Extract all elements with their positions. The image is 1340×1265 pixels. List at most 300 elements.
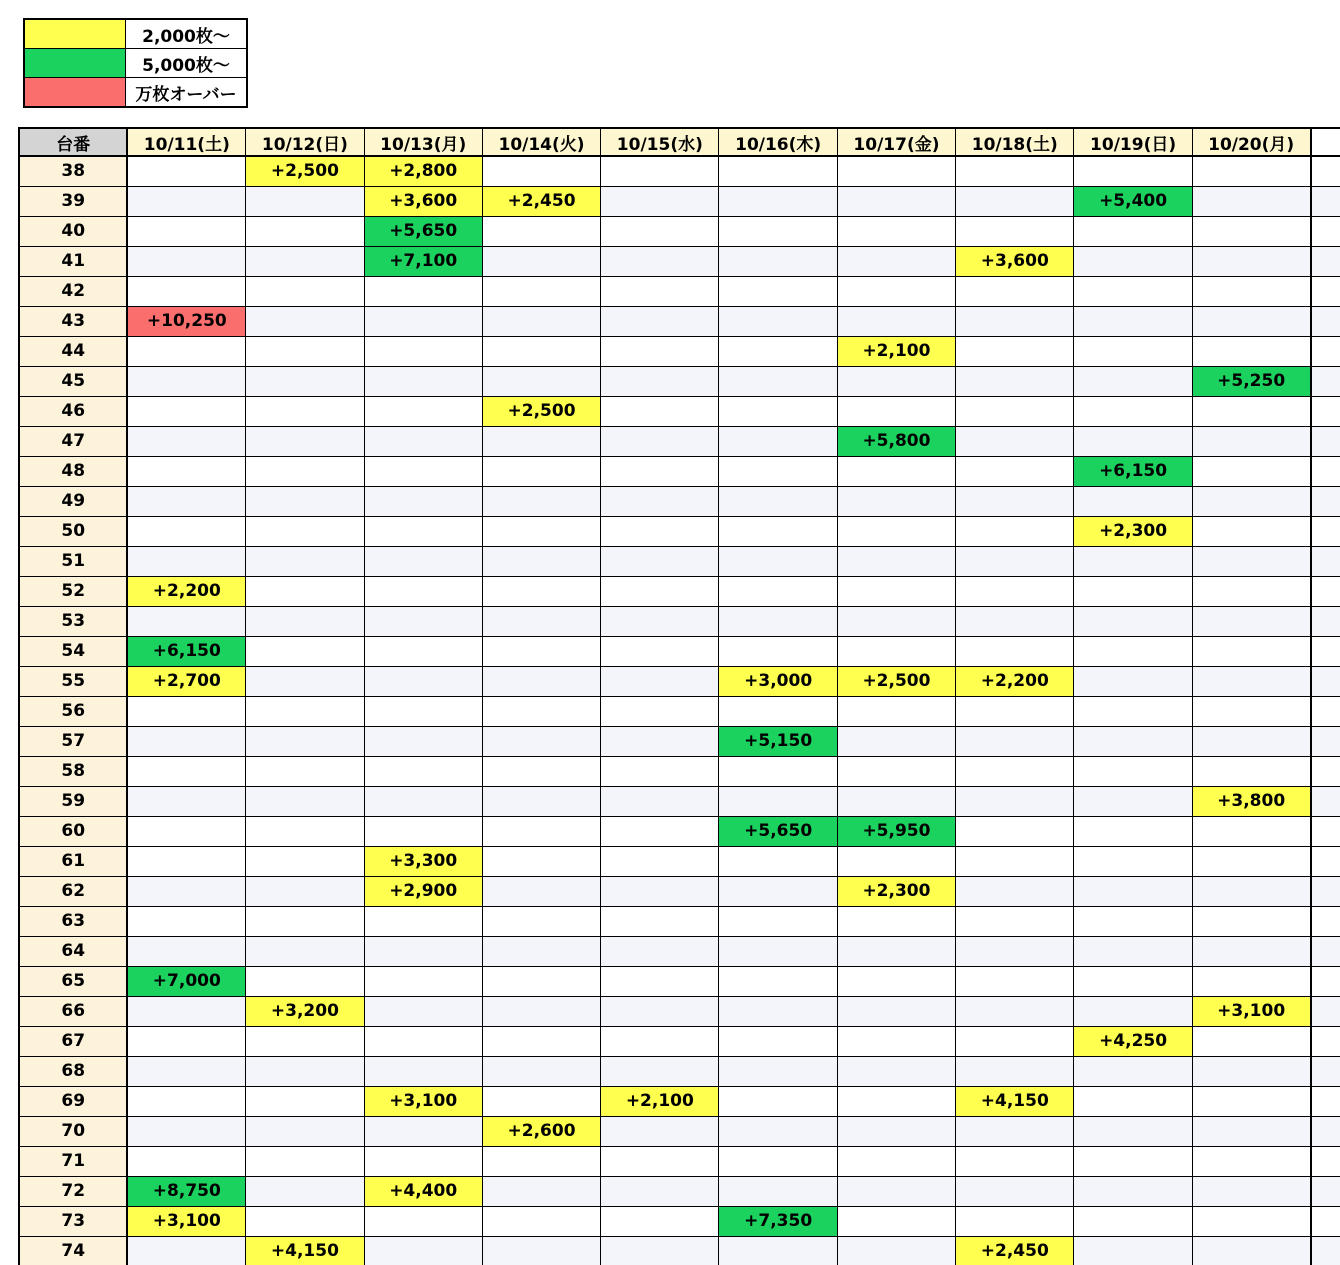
result-cell bbox=[837, 786, 955, 816]
cutoff-column-cell bbox=[1311, 1056, 1340, 1086]
result-cell bbox=[482, 906, 600, 936]
result-cell bbox=[601, 156, 719, 186]
date-header: 10/13(月) bbox=[364, 128, 482, 156]
result-cell bbox=[482, 546, 600, 576]
result-cell bbox=[246, 216, 364, 246]
result-cell bbox=[482, 936, 600, 966]
table-row bbox=[19, 576, 1340, 606]
result-cell bbox=[364, 636, 482, 666]
result-cell bbox=[1074, 366, 1192, 396]
result-cell bbox=[956, 216, 1074, 246]
machine-number: 55 bbox=[19, 666, 127, 696]
result-cell bbox=[837, 936, 955, 966]
result-cell bbox=[956, 726, 1074, 756]
table-row bbox=[19, 396, 1340, 426]
cutoff-column-cell bbox=[1311, 1176, 1340, 1206]
result-cell bbox=[127, 1116, 245, 1146]
result-cell bbox=[1074, 846, 1192, 876]
result-cell bbox=[1192, 336, 1310, 366]
result-cell: +3,600 bbox=[364, 186, 482, 216]
result-cell bbox=[956, 516, 1074, 546]
result-cell bbox=[837, 1056, 955, 1086]
cutoff-column-cell bbox=[1311, 246, 1340, 276]
result-cell bbox=[482, 306, 600, 336]
machine-number: 64 bbox=[19, 936, 127, 966]
result-cell: +3,800 bbox=[1192, 786, 1310, 816]
result-cell bbox=[956, 756, 1074, 786]
result-cell bbox=[482, 876, 600, 906]
result-cell bbox=[246, 276, 364, 306]
legend-swatch-green bbox=[24, 49, 126, 78]
result-cell bbox=[364, 546, 482, 576]
date-header: 10/15(水) bbox=[601, 128, 719, 156]
result-cell bbox=[1074, 1176, 1192, 1206]
result-cell bbox=[956, 426, 1074, 456]
result-cell bbox=[1192, 186, 1310, 216]
result-cell: +10,250 bbox=[127, 306, 245, 336]
machine-number: 44 bbox=[19, 336, 127, 366]
result-cell bbox=[1074, 1116, 1192, 1146]
result-cell bbox=[719, 156, 837, 186]
result-cell bbox=[1192, 1086, 1310, 1116]
machine-number: 48 bbox=[19, 456, 127, 486]
result-cell bbox=[127, 606, 245, 636]
result-cell bbox=[601, 846, 719, 876]
result-cell bbox=[719, 756, 837, 786]
result-cell bbox=[246, 1116, 364, 1146]
result-cell bbox=[719, 1086, 837, 1116]
result-cell: +5,150 bbox=[719, 726, 837, 756]
result-cell bbox=[364, 576, 482, 606]
result-cell bbox=[482, 966, 600, 996]
result-cell bbox=[956, 486, 1074, 516]
result-cell bbox=[482, 426, 600, 456]
result-cell bbox=[482, 666, 600, 696]
result-cell bbox=[837, 636, 955, 666]
machine-number: 57 bbox=[19, 726, 127, 756]
result-cell bbox=[246, 936, 364, 966]
result-cell: +2,800 bbox=[364, 156, 482, 186]
result-cell bbox=[1074, 336, 1192, 366]
result-cell bbox=[246, 396, 364, 426]
result-cell bbox=[482, 846, 600, 876]
table-row bbox=[19, 246, 1340, 276]
result-cell bbox=[364, 1116, 482, 1146]
result-cell bbox=[837, 1086, 955, 1116]
legend-label: 2,000枚〜 bbox=[126, 19, 248, 49]
machine-number: 67 bbox=[19, 1026, 127, 1056]
cutoff-column-cell bbox=[1311, 486, 1340, 516]
result-cell: +5,800 bbox=[837, 426, 955, 456]
result-cell bbox=[601, 696, 719, 726]
result-cell bbox=[246, 336, 364, 366]
header-row-tr bbox=[19, 128, 1340, 156]
result-cell bbox=[364, 756, 482, 786]
result-cell bbox=[601, 636, 719, 666]
result-cell bbox=[246, 576, 364, 606]
result-cell bbox=[1074, 1236, 1192, 1265]
result-cell bbox=[1192, 516, 1310, 546]
cutoff-column-cell bbox=[1311, 786, 1340, 816]
machine-number: 39 bbox=[19, 186, 127, 216]
result-cell bbox=[482, 1026, 600, 1056]
machine-number: 61 bbox=[19, 846, 127, 876]
result-cell bbox=[956, 306, 1074, 336]
result-cell bbox=[1074, 1056, 1192, 1086]
result-cell bbox=[837, 1026, 955, 1056]
result-cell bbox=[127, 276, 245, 306]
result-cell bbox=[246, 966, 364, 996]
legend-row bbox=[24, 78, 247, 108]
cutoff-column-cell bbox=[1311, 396, 1340, 426]
result-cell bbox=[246, 666, 364, 696]
result-cell: +3,300 bbox=[364, 846, 482, 876]
table-row bbox=[19, 306, 1340, 336]
table-row bbox=[19, 426, 1340, 456]
result-cell bbox=[1192, 1176, 1310, 1206]
machine-number: 62 bbox=[19, 876, 127, 906]
result-cell bbox=[956, 336, 1074, 366]
result-cell: +2,300 bbox=[1074, 516, 1192, 546]
machine-number: 66 bbox=[19, 996, 127, 1026]
result-cell bbox=[482, 606, 600, 636]
result-cell bbox=[364, 966, 482, 996]
result-cell bbox=[1074, 396, 1192, 426]
result-cell bbox=[364, 786, 482, 816]
result-cell bbox=[956, 906, 1074, 936]
table-row bbox=[19, 186, 1340, 216]
machine-number: 63 bbox=[19, 906, 127, 936]
result-cell bbox=[1192, 156, 1310, 186]
result-cell: +3,000 bbox=[719, 666, 837, 696]
result-cell bbox=[127, 816, 245, 846]
results-table bbox=[18, 127, 1340, 1265]
result-cell bbox=[246, 876, 364, 906]
result-cell bbox=[837, 1146, 955, 1176]
result-cell bbox=[837, 456, 955, 486]
result-cell bbox=[1074, 636, 1192, 666]
result-cell bbox=[1074, 1206, 1192, 1236]
cutoff-column-cell bbox=[1311, 1116, 1340, 1146]
machine-number: 56 bbox=[19, 696, 127, 726]
table-body bbox=[19, 156, 1340, 1265]
result-cell bbox=[719, 1116, 837, 1146]
cutoff-column-cell bbox=[1311, 936, 1340, 966]
legend-swatch-yellow bbox=[24, 19, 126, 49]
legend-label: 5,000枚〜 bbox=[126, 49, 248, 78]
cutoff-column-cell bbox=[1311, 966, 1340, 996]
result-cell bbox=[482, 486, 600, 516]
result-cell bbox=[364, 1206, 482, 1236]
legend-label: 万枚オーバー bbox=[126, 78, 248, 108]
result-cell bbox=[482, 1176, 600, 1206]
result-cell bbox=[1074, 666, 1192, 696]
result-cell bbox=[719, 306, 837, 336]
result-cell bbox=[127, 1026, 245, 1056]
result-cell bbox=[601, 336, 719, 366]
result-cell bbox=[1192, 666, 1310, 696]
result-cell bbox=[1192, 486, 1310, 516]
result-cell bbox=[1074, 276, 1192, 306]
table-row bbox=[19, 996, 1340, 1026]
result-cell bbox=[1074, 906, 1192, 936]
cutoff-column-cell bbox=[1311, 996, 1340, 1026]
result-cell: +2,500 bbox=[246, 156, 364, 186]
result-cell bbox=[601, 996, 719, 1026]
result-cell bbox=[956, 186, 1074, 216]
table-row bbox=[19, 1086, 1340, 1116]
result-cell bbox=[837, 906, 955, 936]
result-cell bbox=[956, 1206, 1074, 1236]
result-cell bbox=[246, 306, 364, 336]
result-cell bbox=[601, 756, 719, 786]
result-cell bbox=[837, 546, 955, 576]
cutoff-column-cell bbox=[1311, 336, 1340, 366]
result-cell bbox=[246, 1026, 364, 1056]
result-cell: +4,400 bbox=[364, 1176, 482, 1206]
result-cell bbox=[956, 276, 1074, 306]
result-cell bbox=[246, 756, 364, 786]
result-cell bbox=[1074, 786, 1192, 816]
result-cell bbox=[837, 186, 955, 216]
result-cell bbox=[127, 696, 245, 726]
result-cell: +2,450 bbox=[482, 186, 600, 216]
result-cell bbox=[719, 366, 837, 396]
result-cell: +3,600 bbox=[956, 246, 1074, 276]
table-row bbox=[19, 1056, 1340, 1086]
result-cell bbox=[719, 516, 837, 546]
machine-number: 43 bbox=[19, 306, 127, 336]
result-cell bbox=[127, 486, 245, 516]
result-cell bbox=[719, 846, 837, 876]
cutoff-column-cell bbox=[1311, 576, 1340, 606]
result-cell bbox=[246, 606, 364, 636]
result-cell bbox=[364, 1056, 482, 1086]
table-row bbox=[19, 936, 1340, 966]
result-cell bbox=[1074, 606, 1192, 636]
cutoff-column-cell bbox=[1311, 516, 1340, 546]
result-cell bbox=[246, 906, 364, 936]
result-cell bbox=[719, 1026, 837, 1056]
result-cell bbox=[956, 696, 1074, 726]
result-cell bbox=[719, 606, 837, 636]
result-cell: +7,100 bbox=[364, 246, 482, 276]
legend-swatch-red bbox=[24, 78, 126, 108]
result-cell: +4,150 bbox=[246, 1236, 364, 1265]
result-cell bbox=[1074, 726, 1192, 756]
result-cell bbox=[127, 876, 245, 906]
result-cell bbox=[1192, 396, 1310, 426]
table-row bbox=[19, 546, 1340, 576]
result-cell bbox=[956, 456, 1074, 486]
result-cell: +3,200 bbox=[246, 996, 364, 1026]
result-cell bbox=[956, 936, 1074, 966]
result-cell bbox=[364, 606, 482, 636]
result-cell bbox=[601, 726, 719, 756]
result-cell bbox=[364, 696, 482, 726]
result-cell bbox=[601, 516, 719, 546]
result-cell bbox=[1192, 1026, 1310, 1056]
result-cell bbox=[1192, 426, 1310, 456]
result-cell bbox=[837, 246, 955, 276]
result-cell bbox=[482, 216, 600, 246]
result-cell bbox=[601, 426, 719, 456]
result-cell bbox=[246, 486, 364, 516]
result-cell: +2,500 bbox=[837, 666, 955, 696]
table-row bbox=[19, 816, 1340, 846]
result-cell bbox=[482, 1236, 600, 1265]
result-cell: +4,150 bbox=[956, 1086, 1074, 1116]
result-cell bbox=[601, 186, 719, 216]
result-cell bbox=[1192, 936, 1310, 966]
result-cell bbox=[482, 1086, 600, 1116]
result-cell bbox=[601, 1026, 719, 1056]
result-cell bbox=[601, 666, 719, 696]
table-row bbox=[19, 276, 1340, 306]
result-cell bbox=[482, 726, 600, 756]
result-cell bbox=[719, 486, 837, 516]
result-cell bbox=[246, 846, 364, 876]
result-cell bbox=[246, 186, 364, 216]
cutoff-column-cell bbox=[1311, 726, 1340, 756]
result-cell bbox=[719, 336, 837, 366]
result-cell bbox=[719, 396, 837, 426]
result-cell bbox=[719, 1146, 837, 1176]
cutoff-column-cell bbox=[1311, 1026, 1340, 1056]
result-cell bbox=[601, 1116, 719, 1146]
result-cell bbox=[127, 756, 245, 786]
result-cell bbox=[246, 246, 364, 276]
result-cell bbox=[719, 456, 837, 486]
result-cell bbox=[837, 216, 955, 246]
machine-number: 38 bbox=[19, 156, 127, 186]
result-cell bbox=[837, 726, 955, 756]
result-cell: +7,000 bbox=[127, 966, 245, 996]
machine-number: 70 bbox=[19, 1116, 127, 1146]
cutoff-column-cell bbox=[1311, 876, 1340, 906]
result-cell bbox=[482, 246, 600, 276]
table-row bbox=[19, 696, 1340, 726]
table-row bbox=[19, 636, 1340, 666]
table-row bbox=[19, 756, 1340, 786]
result-cell bbox=[364, 996, 482, 1026]
result-cell bbox=[956, 366, 1074, 396]
result-cell bbox=[1192, 1116, 1310, 1146]
result-cell bbox=[601, 966, 719, 996]
cutoff-column-cell bbox=[1311, 1236, 1340, 1265]
result-cell bbox=[1074, 936, 1192, 966]
result-cell bbox=[127, 546, 245, 576]
result-cell bbox=[482, 456, 600, 486]
cutoff-column-cell bbox=[1311, 846, 1340, 876]
result-cell bbox=[1192, 696, 1310, 726]
date-header: 10/19(日) bbox=[1074, 128, 1192, 156]
result-cell bbox=[601, 1236, 719, 1265]
result-cell bbox=[127, 726, 245, 756]
result-cell bbox=[1074, 486, 1192, 516]
result-cell bbox=[837, 396, 955, 426]
result-cell: +5,400 bbox=[1074, 186, 1192, 216]
result-cell bbox=[837, 486, 955, 516]
machine-number: 65 bbox=[19, 966, 127, 996]
machine-number: 68 bbox=[19, 1056, 127, 1086]
result-cell bbox=[364, 906, 482, 936]
result-cell bbox=[1192, 606, 1310, 636]
result-cell bbox=[364, 936, 482, 966]
machine-number: 71 bbox=[19, 1146, 127, 1176]
result-cell bbox=[482, 1146, 600, 1176]
machine-number: 49 bbox=[19, 486, 127, 516]
result-cell bbox=[837, 306, 955, 336]
table-row bbox=[19, 966, 1340, 996]
cutoff-column-cell bbox=[1311, 816, 1340, 846]
result-cell: +2,900 bbox=[364, 876, 482, 906]
table-row bbox=[19, 666, 1340, 696]
result-cell bbox=[246, 1146, 364, 1176]
table-row bbox=[19, 216, 1340, 246]
result-cell bbox=[482, 516, 600, 546]
result-cell bbox=[364, 426, 482, 456]
result-cell bbox=[1074, 216, 1192, 246]
result-cell bbox=[364, 816, 482, 846]
result-cell bbox=[719, 426, 837, 456]
result-cell bbox=[837, 756, 955, 786]
machine-number: 72 bbox=[19, 1176, 127, 1206]
result-cell bbox=[837, 366, 955, 396]
result-cell: +3,100 bbox=[1192, 996, 1310, 1026]
table-row bbox=[19, 1116, 1340, 1146]
result-cell: +3,100 bbox=[127, 1206, 245, 1236]
result-cell bbox=[719, 1236, 837, 1265]
result-cell bbox=[364, 336, 482, 366]
result-cell bbox=[1074, 156, 1192, 186]
result-cell bbox=[364, 276, 482, 306]
result-cell bbox=[956, 576, 1074, 606]
table-row bbox=[19, 456, 1340, 486]
legend-row bbox=[24, 49, 247, 78]
result-cell bbox=[837, 606, 955, 636]
result-cell bbox=[127, 156, 245, 186]
result-cell: +7,350 bbox=[719, 1206, 837, 1236]
result-cell: +2,200 bbox=[127, 576, 245, 606]
table-row bbox=[19, 1236, 1340, 1265]
result-cell: +6,150 bbox=[1074, 456, 1192, 486]
result-cell bbox=[1074, 876, 1192, 906]
result-cell bbox=[1192, 726, 1310, 756]
result-cell bbox=[482, 756, 600, 786]
result-cell bbox=[601, 246, 719, 276]
cutoff-column-cell bbox=[1311, 216, 1340, 246]
table-row bbox=[19, 786, 1340, 816]
result-cell bbox=[601, 396, 719, 426]
table-row bbox=[19, 1146, 1340, 1176]
cutoff-column-cell bbox=[1311, 1086, 1340, 1116]
result-cell bbox=[956, 156, 1074, 186]
result-cell bbox=[956, 996, 1074, 1026]
result-cell bbox=[719, 1056, 837, 1086]
result-cell bbox=[837, 516, 955, 546]
result-cell: +6,150 bbox=[127, 636, 245, 666]
cutoff-column-cell bbox=[1311, 696, 1340, 726]
machine-number: 54 bbox=[19, 636, 127, 666]
result-cell: +8,750 bbox=[127, 1176, 245, 1206]
cutoff-column-cell bbox=[1311, 636, 1340, 666]
result-cell bbox=[246, 1206, 364, 1236]
cutoff-column-cell bbox=[1311, 366, 1340, 396]
result-cell bbox=[1192, 1056, 1310, 1086]
machine-number: 69 bbox=[19, 1086, 127, 1116]
result-cell bbox=[601, 816, 719, 846]
